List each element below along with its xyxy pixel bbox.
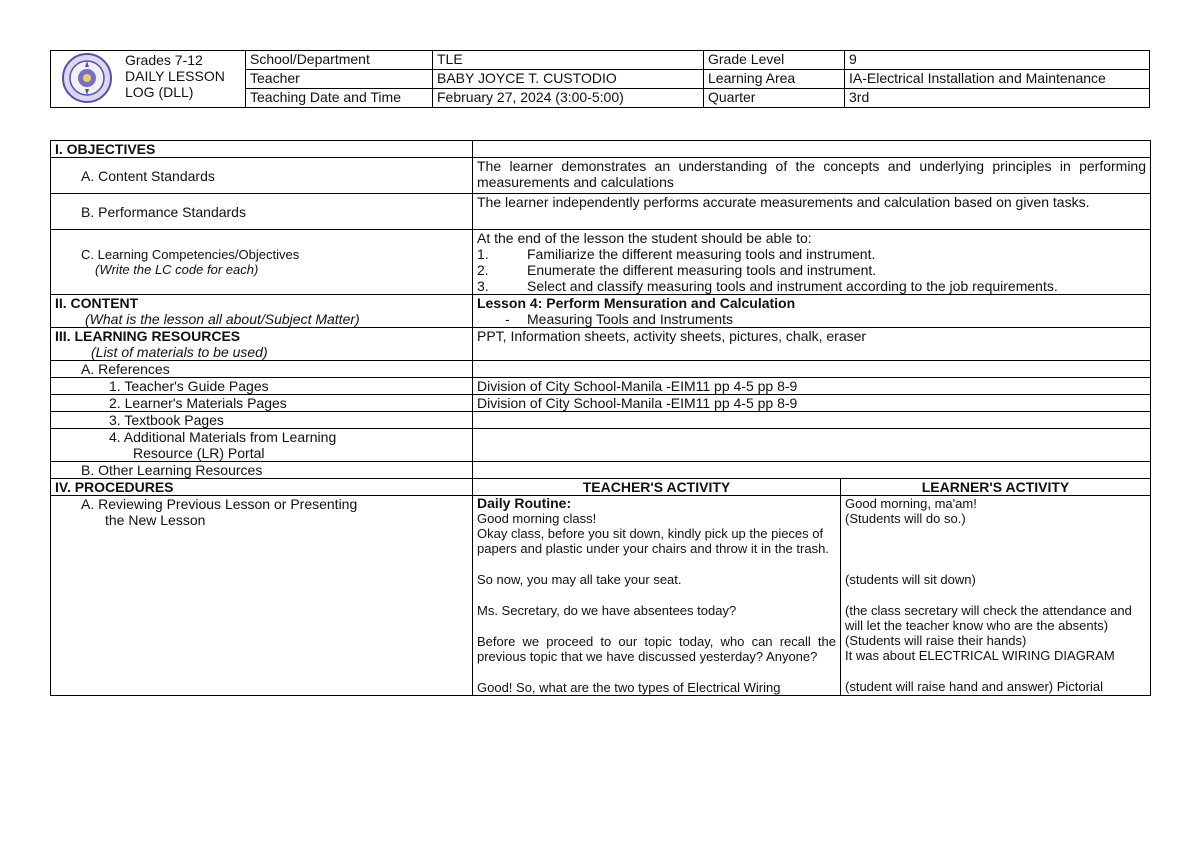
deped-seal-logo [51, 51, 124, 108]
performance-standards-text: The learner independently performs accurate measurements and calculation based on given tasks. [473, 194, 1151, 230]
resources-heading: III. LEARNING RESOURCES [55, 328, 241, 344]
content-standards-label: A. Content Standards [51, 158, 473, 194]
teacher-label: Teacher [246, 70, 433, 89]
daily-routine-heading: Daily Routine: [477, 495, 572, 511]
additional-materials-blank [473, 429, 1151, 462]
learners-materials-value: Division of City School-Manila -EIM11 pp 4-5 pp 8-9 [473, 395, 1151, 412]
competency-item: 1. Familiarize the different measuring tools and instrument. [477, 246, 876, 262]
teachers-guide-value: Division of City School-Manila -EIM11 pp 4-5 pp 8-9 [473, 378, 1151, 395]
learner-line: (student will raise hand and answer) Pictorial [845, 679, 1103, 694]
grade-level-label: Grade Level [704, 51, 845, 70]
quarter-value: 3rd [845, 89, 1150, 108]
learner-activity-heading: LEARNER'S ACTIVITY [841, 479, 1151, 496]
teacher-line: Good! So, what are the two types of Electrical Wiring [477, 680, 781, 695]
content-heading-cell [51, 295, 473, 328]
content-cell [473, 295, 1151, 328]
content-heading: II. CONTENT [55, 295, 139, 311]
quarter-label: Quarter [704, 89, 845, 108]
header-table [50, 50, 1150, 108]
other-resources-label: B. Other Learning Resources [51, 462, 473, 479]
teacher-value: BABY JOYCE T. CUSTODIO [433, 70, 704, 89]
additional-materials-cell [51, 429, 473, 462]
competencies-sub: (Write the LC code for each) [95, 262, 259, 277]
school-value: TLE [433, 51, 704, 70]
learner-line: (the class secretary will check the attendance and will let the teacher know who are the absents) [845, 603, 1132, 633]
performance-standards-label: B. Performance Standards [51, 194, 473, 230]
teacher-line: Good morning class! [477, 511, 597, 526]
lesson-title: Lesson 4: Perform Mensuration and Calculation [477, 295, 796, 311]
references-blank [473, 361, 1151, 378]
learner-line: (students will sit down) [845, 572, 976, 587]
school-label: School/Department [246, 51, 433, 70]
procedure-a-label-2: the New Lesson [105, 512, 206, 528]
other-resources-blank [473, 462, 1151, 479]
procedures-heading: IV. PROCEDURES [51, 479, 473, 496]
content-standards-text: The learner demonstrates an understanding of the concepts and underlying principles in performing measurements and calculations [473, 158, 1151, 194]
materials-text: PPT, Information sheets, activity sheets, pictures, chalk, eraser [473, 328, 1151, 361]
learner-line: (Students will raise their hands) [845, 633, 1027, 648]
teacher-line: Ms. Secretary, do we have absentees today? [477, 603, 737, 618]
lesson-log-table [50, 140, 1151, 696]
resources-heading-cell [51, 328, 473, 361]
grade-level-value: 9 [845, 51, 1150, 70]
additional-materials-label-2: Resource (LR) Portal [133, 445, 265, 461]
objectives-heading: I. OBJECTIVES [51, 141, 473, 158]
competency-item: 2. Enumerate the different measuring tools and instrument. [477, 262, 877, 278]
learner-line: Good morning, ma'am! [845, 496, 977, 511]
competencies-label-cell [51, 230, 473, 295]
objectives-blank [473, 141, 1151, 158]
competencies-intro: At the end of the lesson the student should be able to: [477, 230, 812, 246]
teaching-date-label: Teaching Date and Time [246, 89, 433, 108]
lesson-topic: - Measuring Tools and Instruments [505, 311, 733, 327]
learning-area-label: Learning Area [704, 70, 845, 89]
teacher-line: So now, you may all take your seat. [477, 572, 682, 587]
procedure-a-label-cell [51, 496, 473, 696]
teachers-guide-label: 1. Teacher's Guide Pages [51, 378, 473, 395]
learning-area-value: IA-Electrical Installation and Maintenance [845, 70, 1150, 89]
teacher-activity-heading: TEACHER'S ACTIVITY [473, 479, 841, 496]
additional-materials-label: 4. Additional Materials from Learning [109, 429, 337, 445]
learner-activity-cell [841, 496, 1151, 696]
teacher-activity-cell [473, 496, 841, 696]
procedure-a-label: A. Reviewing Previous Lesson or Presenting [81, 496, 358, 512]
textbook-pages-label: 3. Textbook Pages [51, 412, 473, 429]
dll-title: Grades 7-12 DAILY LESSON LOG (DLL) [123, 51, 246, 108]
resources-sub: (List of materials to be used) [91, 344, 268, 360]
teacher-line: Okay class, before you sit down, kindly pick up the pieces of papers and plastic under your chairs and throw it in the trash. [477, 526, 829, 556]
teaching-date-value: February 27, 2024 (3:00-5:00) [433, 89, 704, 108]
content-sub: (What is the lesson all about/Subject Matter) [85, 311, 360, 327]
learners-materials-label: 2. Learner's Materials Pages [51, 395, 473, 412]
learner-line: It was about ELECTRICAL WIRING DIAGRAM [845, 648, 1115, 663]
learner-line: (Students will do so.) [845, 511, 966, 526]
seal-icon [61, 52, 113, 104]
teacher-line: Before we proceed to our topic today, who can recall the previous topic that we have discussed yesterday? Anyone? [477, 634, 836, 664]
competencies-label: C. Learning Competencies/Objectives [81, 247, 300, 262]
references-label: A. References [51, 361, 473, 378]
competencies-cell [473, 230, 1151, 295]
textbook-pages-blank [473, 412, 1151, 429]
competency-item: 3. Select and classify measuring tools and instrument according to the job requirements. [477, 278, 1058, 294]
